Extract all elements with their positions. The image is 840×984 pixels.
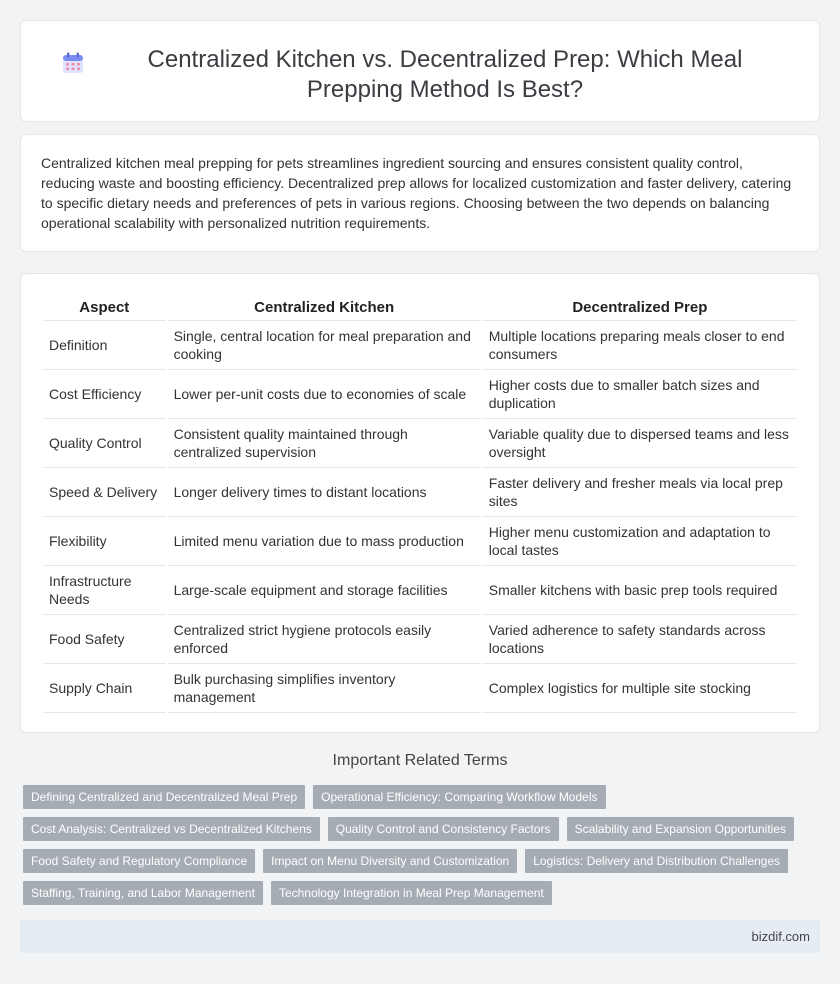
related-term-tag[interactable]: Defining Centralized and Decentralized Meal Prep	[23, 785, 305, 809]
decentralized-cell: Complex logistics for multiple site stocking	[483, 664, 797, 713]
decentralized-cell: Higher menu customization and adaptation to local tastes	[483, 517, 797, 566]
aspect-cell: Supply Chain	[43, 664, 166, 713]
related-term-tag[interactable]: Impact on Menu Diversity and Customization	[263, 849, 517, 873]
related-term-tag[interactable]: Logistics: Delivery and Distribution Challenges	[525, 849, 788, 873]
centralized-cell: Bulk purchasing simplifies inventory management	[168, 664, 481, 713]
table-row	[43, 517, 797, 566]
related-term-tag[interactable]: Food Safety and Regulatory Compliance	[23, 849, 255, 873]
comparison-card	[20, 273, 820, 733]
table-header-row	[43, 294, 797, 321]
header-aspect: Aspect	[43, 294, 166, 321]
aspect-cell: Speed & Delivery	[43, 468, 166, 517]
table-row	[43, 468, 797, 517]
related-term-tag[interactable]: Technology Integration in Meal Prep Management	[271, 881, 552, 905]
footer	[20, 920, 820, 953]
intro-card	[20, 134, 820, 252]
related-term-tag[interactable]: Operational Efficiency: Comparing Workflow Models	[313, 785, 605, 809]
centralized-cell: Centralized strict hygiene protocols easily enforced	[168, 615, 481, 664]
table-row	[43, 419, 797, 468]
page-title: Centralized Kitchen vs. Decentralized Prep: Which Meal Prepping Method Is Best?	[147, 46, 743, 103]
comparison-table	[41, 294, 799, 713]
aspect-cell: Food Safety	[43, 615, 166, 664]
related-terms-heading: Important Related Terms	[332, 752, 508, 769]
header-centralized: Centralized Kitchen	[168, 294, 481, 321]
aspect-cell: Flexibility	[43, 517, 166, 566]
related-term-tag[interactable]: Cost Analysis: Centralized vs Decentralized Kitchens	[23, 817, 320, 841]
decentralized-cell: Faster delivery and fresher meals via local prep sites	[483, 468, 797, 517]
aspect-cell: Cost Efficiency	[43, 370, 166, 419]
title-card	[20, 20, 820, 122]
centralized-cell: Lower per-unit costs due to economies of scale	[168, 370, 481, 419]
related-term-tag[interactable]: Scalability and Expansion Opportunities	[567, 817, 794, 841]
related-term-tag[interactable]: Staffing, Training, and Labor Management	[23, 881, 263, 905]
table-row	[43, 566, 797, 615]
decentralized-cell: Varied adherence to safety standards across locations	[483, 615, 797, 664]
centralized-cell: Large-scale equipment and storage facilities	[168, 566, 481, 615]
decentralized-cell: Multiple locations preparing meals closer to end consumers	[483, 321, 797, 370]
related-terms-list	[23, 785, 813, 905]
decentralized-cell: Smaller kitchens with basic prep tools required	[483, 566, 797, 615]
aspect-cell: Definition	[43, 321, 166, 370]
centralized-cell: Longer delivery times to distant locations	[168, 468, 481, 517]
related-term-tag[interactable]: Quality Control and Consistency Factors	[328, 817, 559, 841]
footer-site-link[interactable]: bizdif.com	[751, 929, 810, 944]
table-row	[43, 664, 797, 713]
decentralized-cell: Higher costs due to smaller batch sizes and duplication	[483, 370, 797, 419]
header-decentralized: Decentralized Prep	[483, 294, 797, 321]
table-row	[43, 370, 797, 419]
calendar-icon	[61, 51, 85, 75]
table-row	[43, 615, 797, 664]
centralized-cell: Single, central location for meal preparation and cooking	[168, 321, 481, 370]
aspect-cell: Infrastructure Needs	[43, 566, 166, 615]
decentralized-cell: Variable quality due to dispersed teams and less oversight	[483, 419, 797, 468]
table-row	[43, 321, 797, 370]
intro-paragraph: Centralized kitchen meal prepping for pets streamlines ingredient sourcing and ensures consistent quality control, reducing waste and boosting efficiency. Decentralized prep allows for localized customization and faster delivery, catering to specific dietary needs and preferences of pets in various regions. Choosing between the two depends on balancing operational scalability with personalized nutrition requirements.	[41, 155, 792, 231]
aspect-cell: Quality Control	[43, 419, 166, 468]
centralized-cell: Limited menu variation due to mass production	[168, 517, 481, 566]
centralized-cell: Consistent quality maintained through centralized supervision	[168, 419, 481, 468]
